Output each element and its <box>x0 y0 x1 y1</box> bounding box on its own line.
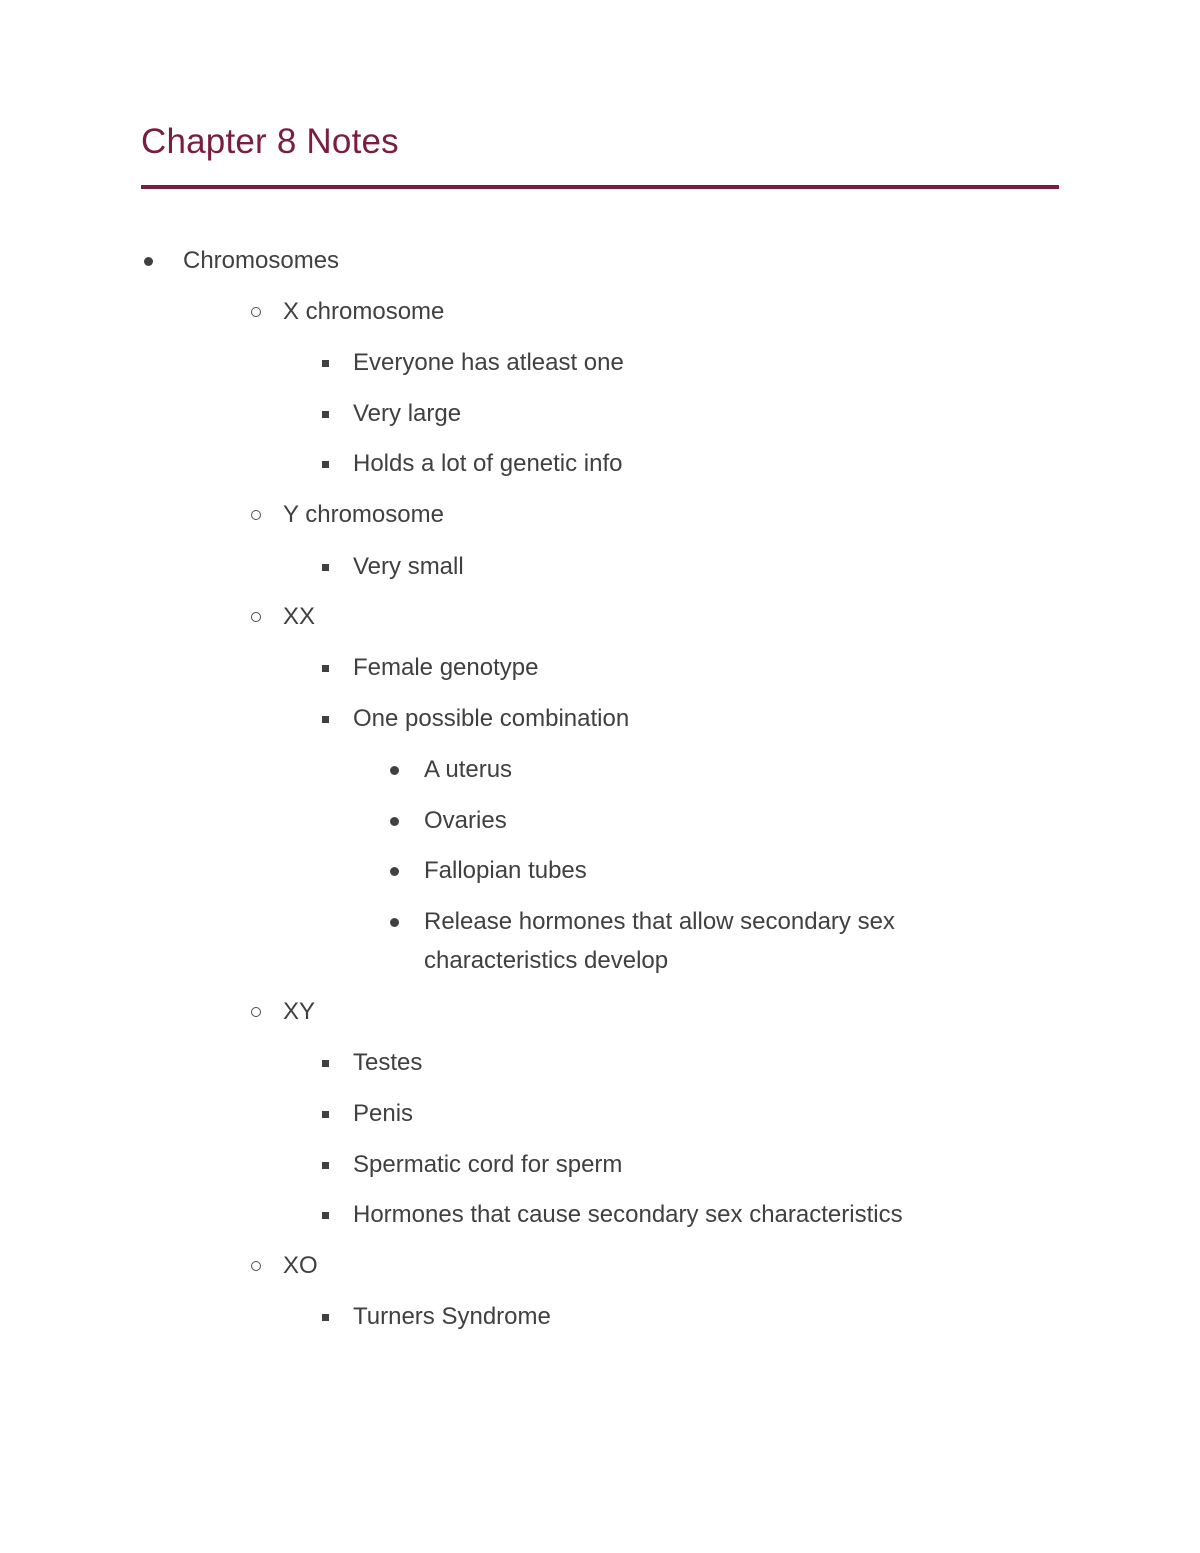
bullet-circle-icon <box>246 995 266 1029</box>
bullet-square-icon <box>315 1097 335 1131</box>
page-title: Chapter 8 Notes <box>141 122 399 161</box>
title-divider <box>141 185 1059 189</box>
list-item-label: Turners Syndrome <box>353 1303 551 1330</box>
bullet-dot-icon <box>384 905 404 939</box>
bullet-circle-icon <box>246 600 266 634</box>
bullet-dot-icon <box>384 753 404 787</box>
outline-item-label: X chromosome <box>283 298 445 325</box>
list-item-label: Very large <box>353 400 462 427</box>
bullet-square-icon <box>315 1198 335 1232</box>
bullet-square-icon <box>315 397 335 431</box>
bullet-square-icon <box>315 702 335 736</box>
list-item-label: Fallopian tubes <box>424 857 587 884</box>
bullet-square-icon <box>315 550 335 584</box>
list-item-label: Penis <box>353 1100 414 1127</box>
bullet-dot-icon <box>138 244 158 278</box>
list-item-label: Release hormones that allow secondary sex <box>424 908 895 935</box>
outline-item-label: Chromosomes <box>183 247 340 274</box>
outline-item-label: Y chromosome <box>283 501 444 528</box>
list-item-label: Female genotype <box>353 654 539 681</box>
outline-item-label: XX <box>283 603 316 630</box>
bullet-square-icon <box>315 1300 335 1334</box>
bullet-square-icon <box>315 1046 335 1080</box>
bullet-dot-icon <box>384 854 404 888</box>
bullet-square-icon <box>315 346 335 380</box>
bullet-dot-icon <box>384 804 404 838</box>
list-item-label: Spermatic cord for sperm <box>353 1151 623 1178</box>
bullet-circle-icon <box>246 295 266 329</box>
bullet-circle-icon <box>246 1249 266 1283</box>
list-item-label: Hormones that cause secondary sex characteristics <box>353 1201 903 1228</box>
list-item-label: Holds a lot of genetic info <box>353 450 623 477</box>
bullet-circle-icon <box>246 498 266 532</box>
list-item-label: Everyone has atleast one <box>353 349 624 376</box>
bullet-square-icon <box>315 447 335 481</box>
bullet-square-icon <box>315 651 335 685</box>
list-item-label: A uterus <box>424 756 513 783</box>
list-item-label: Very small <box>353 553 464 580</box>
outline-item-label: XY <box>283 998 316 1025</box>
list-item-label: Ovaries <box>424 807 507 834</box>
list-item-continuation: characteristics develop <box>424 947 669 974</box>
list-item-label: Testes <box>353 1049 423 1076</box>
bullet-square-icon <box>315 1148 335 1182</box>
list-item-label: One possible combination <box>353 705 630 732</box>
outline-item-label: XO <box>283 1252 318 1279</box>
